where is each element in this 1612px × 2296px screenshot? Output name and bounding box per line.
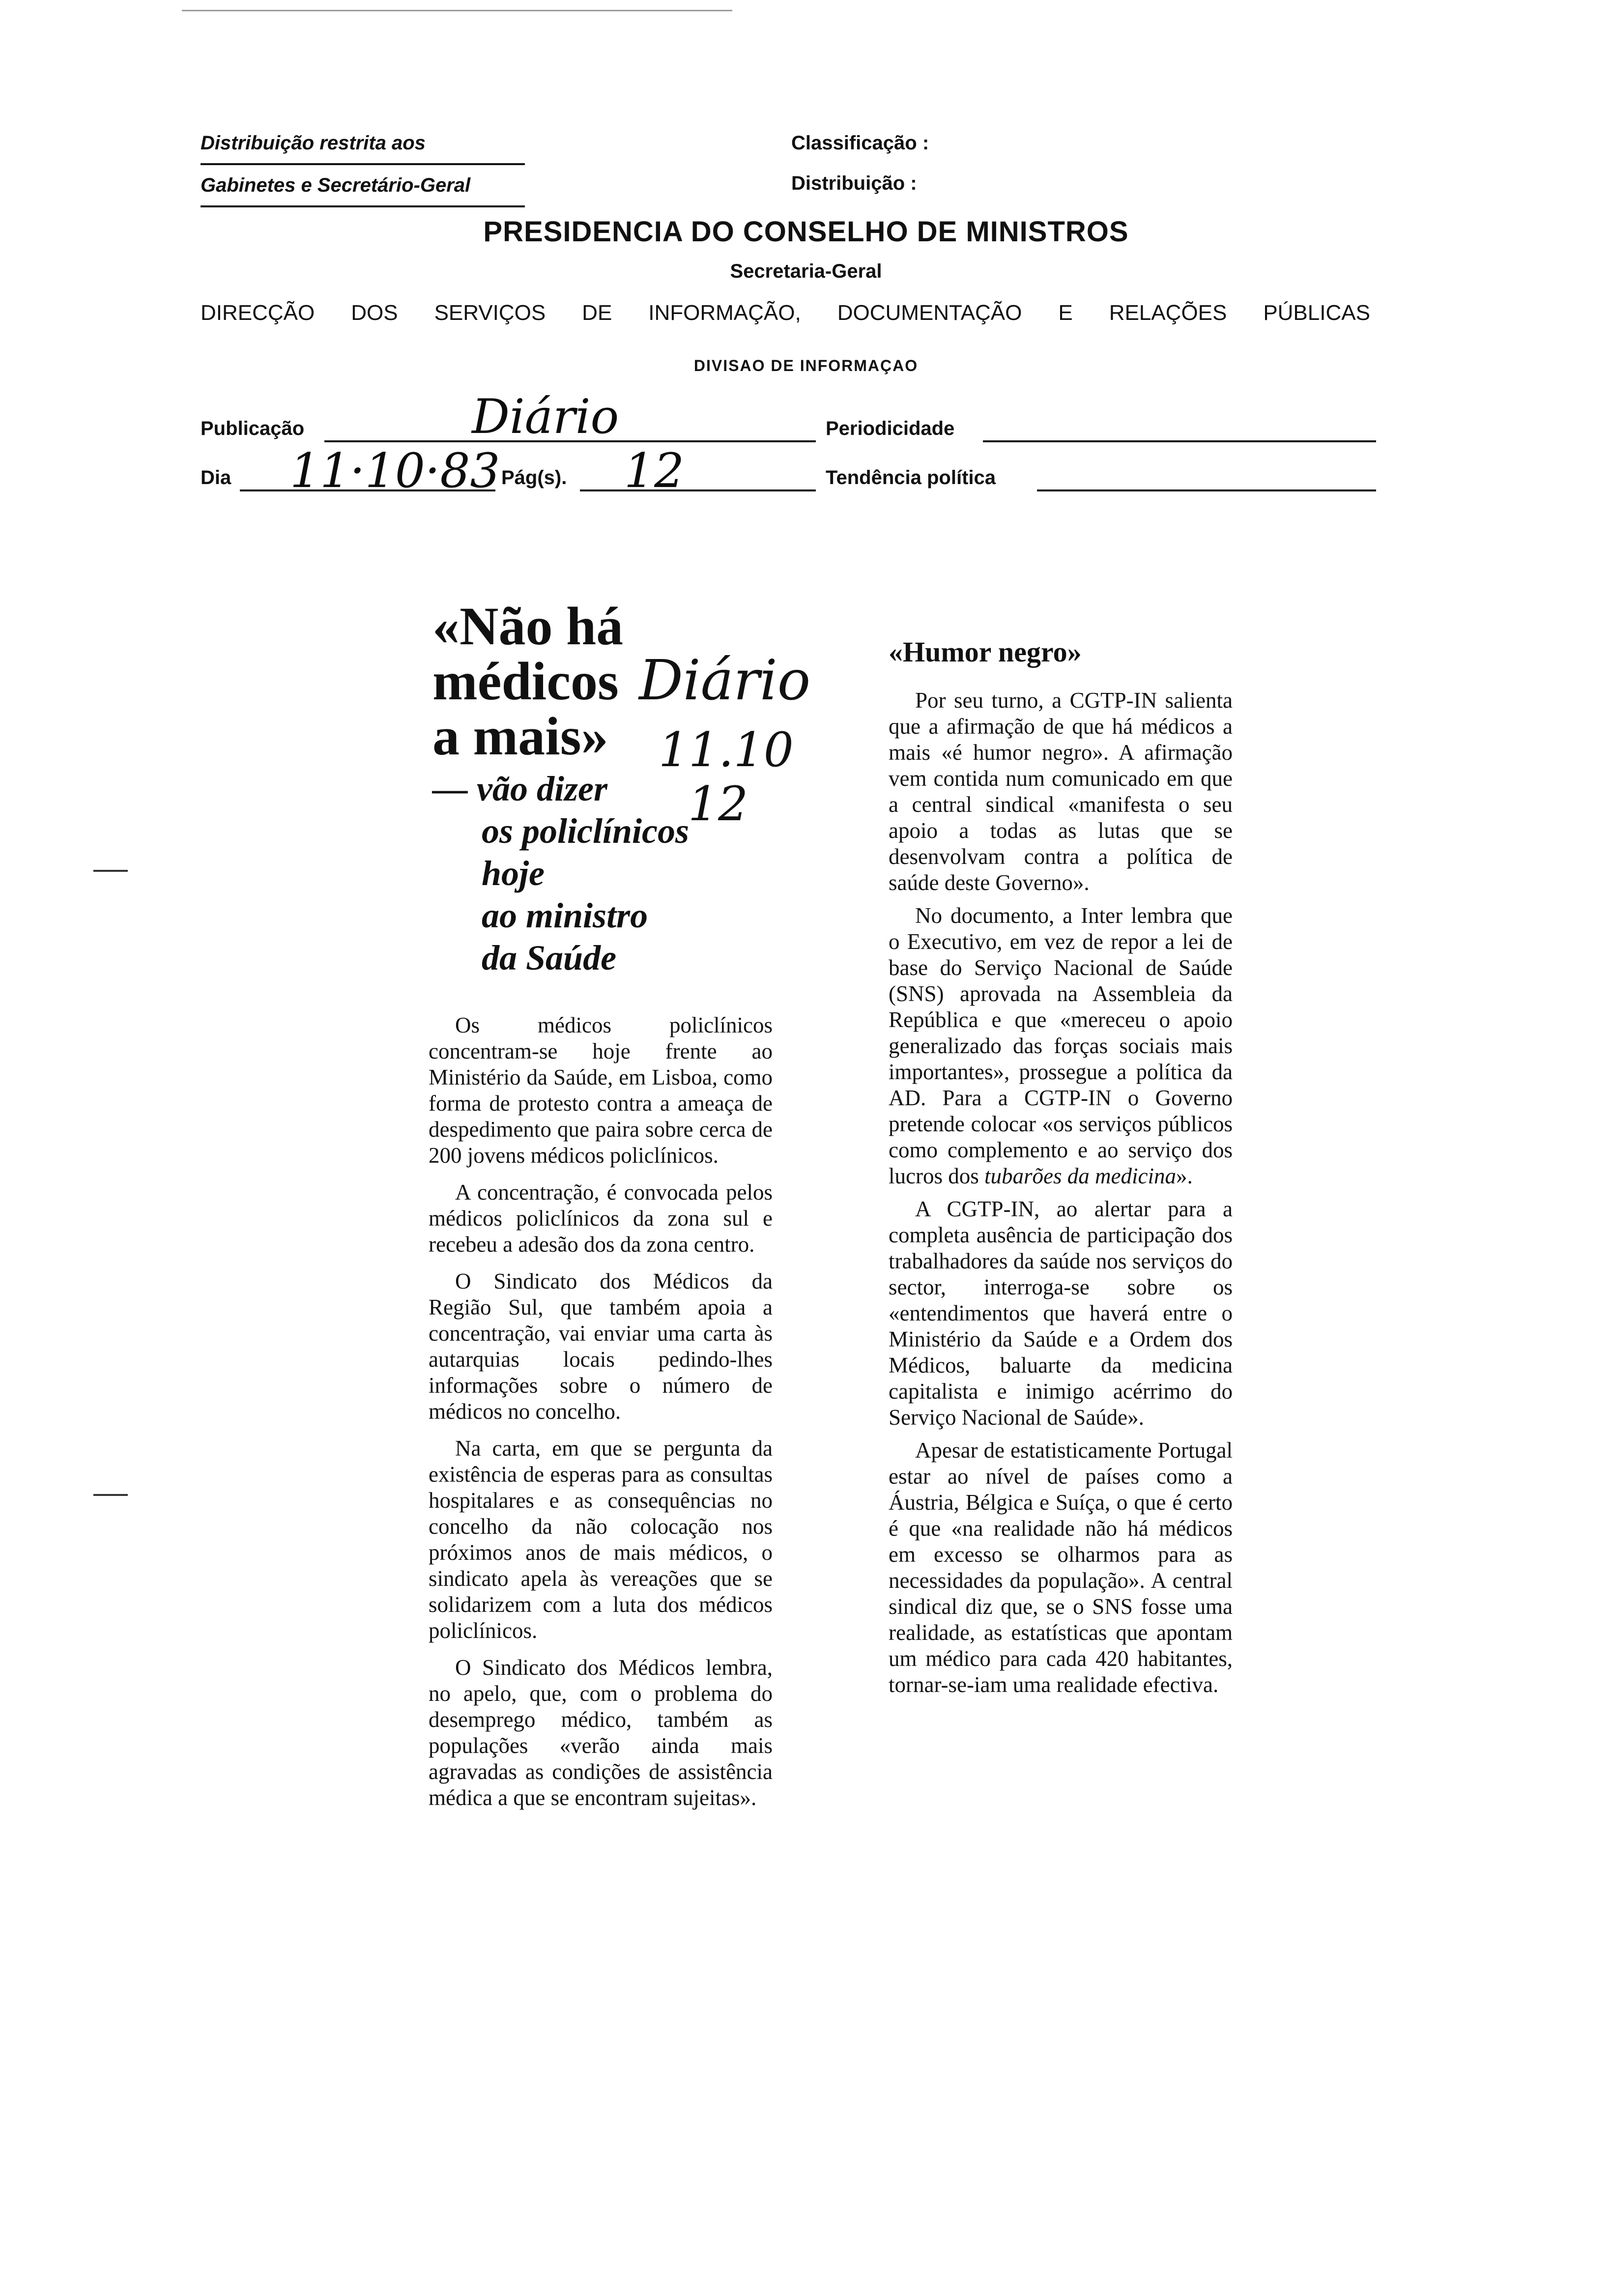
direccao-word: PÚBLICAS bbox=[1263, 301, 1370, 325]
direccao-word: E bbox=[1058, 301, 1073, 325]
subhead-line: da Saúde bbox=[482, 938, 617, 977]
distribuicao-label: Distribuição : bbox=[791, 172, 917, 194]
restricted-distribution bbox=[201, 123, 525, 207]
text-run: No documento, a Inter lembra que o Executivo, em vez de repor a lei de base do Serviço Nacional de Saúde (SNS) aprovada na Assembleia da República e que «mereceu o apoio generalizado das forças sociais mais importantes», prossegue a política da AD. Para a CGTP-IN o Governo pretende colocar «os serviços públicos como complemento e ao serviço dos lucros dos bbox=[889, 903, 1233, 1188]
direccao-word: DIRECÇÃO bbox=[201, 301, 315, 325]
presidencia-title: PRESIDENCIA DO CONSELHO DE MINISTROS bbox=[483, 216, 1129, 248]
paragraph: A CGTP-IN, ao alertar para a completa ausência de participação dos trabalhadores da saúde nos serviços do sector, interroga-se sobre os «entendimentos que haverá entre o Ministério da Saúde e a Ordem dos Médicos, baluarte da medicina capitalista e inimigo acérrimo do Serviço Nacional de Saúde». bbox=[889, 1197, 1233, 1430]
restricted-line-2: Gabinetes e Secretário-Geral bbox=[201, 165, 525, 207]
headline-line: médicos bbox=[432, 651, 619, 711]
scan-artifact-line bbox=[182, 10, 732, 11]
pags-label: Pág(s). bbox=[501, 467, 567, 488]
periodicidade-label: Periodicidade bbox=[826, 418, 955, 439]
dia-label: Dia bbox=[201, 467, 231, 488]
classificacao-label: Classificação : bbox=[791, 132, 929, 154]
dia-handwritten: 11·10·83 bbox=[290, 443, 500, 498]
direccao-word: DOCUMENTAÇÃO bbox=[837, 301, 1022, 325]
paragraph: Os médicos policlínicos concentram-se hoje frente ao Ministério da Saúde, em Lisboa, como forma de protesto contra a ameaça de despedimento que paira sobre cerca de 200 jovens médicos policlínicos. bbox=[429, 1013, 773, 1168]
handwritten-note-page: 12 bbox=[688, 776, 748, 832]
handwritten-note-date: 11.10 bbox=[659, 722, 794, 777]
handwritten-note-publication: Diário bbox=[639, 649, 811, 713]
article-column-1 bbox=[429, 1012, 773, 1822]
restricted-line-1: Distribuição restrita aos bbox=[201, 123, 525, 165]
section-heading: «Humor negro» bbox=[889, 636, 1082, 668]
publicacao-handwritten: Diário bbox=[472, 389, 619, 444]
direccao-word: RELAÇÕES bbox=[1109, 301, 1227, 325]
subhead-line: os policlínicos bbox=[482, 811, 690, 851]
paragraph: A concentração, é convocada pelos médicos policlínicos da zona sul e recebeu a adesão dos da zona centro. bbox=[429, 1180, 773, 1257]
paragraph: Apesar de estatisticamente Portugal estar ao nível de países como a Áustria, Bélgica e Suíça, o que é certo é que «na realidade não há médicos em excesso se olharmos para as necessidades da população». A central sindical diz que, se o SNS fosse uma realidade, as estatísticas que apontam um médico para cada 420 habitantes, tornar-se-iam uma realidade efectiva. bbox=[889, 1438, 1233, 1697]
direccao-word: INFORMAÇÃO, bbox=[648, 301, 801, 325]
paragraph: Na carta, em que se pergunta da existência de esperas para as consultas hospitalares e as consequências no concelho da não colocação nos próximos anos de mais médicos, o sindicato apela às vereações que se solidarizem com a luta dos médicos policlínicos. bbox=[429, 1436, 773, 1643]
headline-line: «Não há bbox=[432, 596, 624, 656]
article-subheadline bbox=[432, 768, 806, 979]
pags-handwritten: 12 bbox=[624, 443, 685, 498]
subhead-line: — vão dizer bbox=[432, 769, 607, 808]
tendencia-field bbox=[1037, 468, 1376, 491]
direccao-word: DE bbox=[582, 301, 612, 325]
paragraph: Por seu turno, a CGTP-IN salienta que a afirmação de que há médicos a mais «é humor negro». A afirmação vem contida num comunicado em que a central sindical «manifesta o seu apoio a todas as lutas que se desenvolvam contra a política de saúde deste Governo». bbox=[889, 688, 1233, 895]
publicacao-label: Publicação bbox=[201, 418, 305, 439]
direccao-word: DOS bbox=[351, 301, 398, 325]
direccao-line bbox=[201, 301, 1370, 325]
direccao-word: SERVIÇOS bbox=[434, 301, 546, 325]
scan-side-mark bbox=[93, 870, 128, 872]
article-column-2 bbox=[889, 636, 1233, 1705]
classification-block bbox=[791, 123, 929, 203]
periodicidade-field bbox=[983, 419, 1376, 442]
subhead-line: ao ministro bbox=[482, 896, 648, 935]
paragraph bbox=[889, 903, 1233, 1189]
text-run: ». bbox=[1176, 1164, 1193, 1188]
paragraph: O Sindicato dos Médicos da Região Sul, que também apoia a concentração, vai enviar uma carta às autarquias locais pedindo-lhes informações sobre o número de médicos no concelho. bbox=[429, 1269, 773, 1424]
tendencia-label: Tendência política bbox=[826, 467, 996, 488]
paragraph: O Sindicato dos Médicos lembra, no apelo, que, com o problema do desemprego médico, também as populações «verão ainda mais agravadas as condições de assistência médica a que se encontram sujeitas». bbox=[429, 1655, 773, 1810]
divisao-informacao: DIVISAO DE INFORMAÇAO bbox=[693, 357, 919, 374]
pags-field bbox=[580, 468, 816, 491]
italic-text: tubarões da medicina bbox=[984, 1164, 1176, 1188]
scan-side-mark bbox=[93, 1494, 128, 1496]
secretaria-geral: Secretaria-Geral bbox=[730, 260, 882, 282]
subhead-line: hoje bbox=[482, 854, 545, 893]
headline-line: a mais» bbox=[432, 706, 608, 766]
